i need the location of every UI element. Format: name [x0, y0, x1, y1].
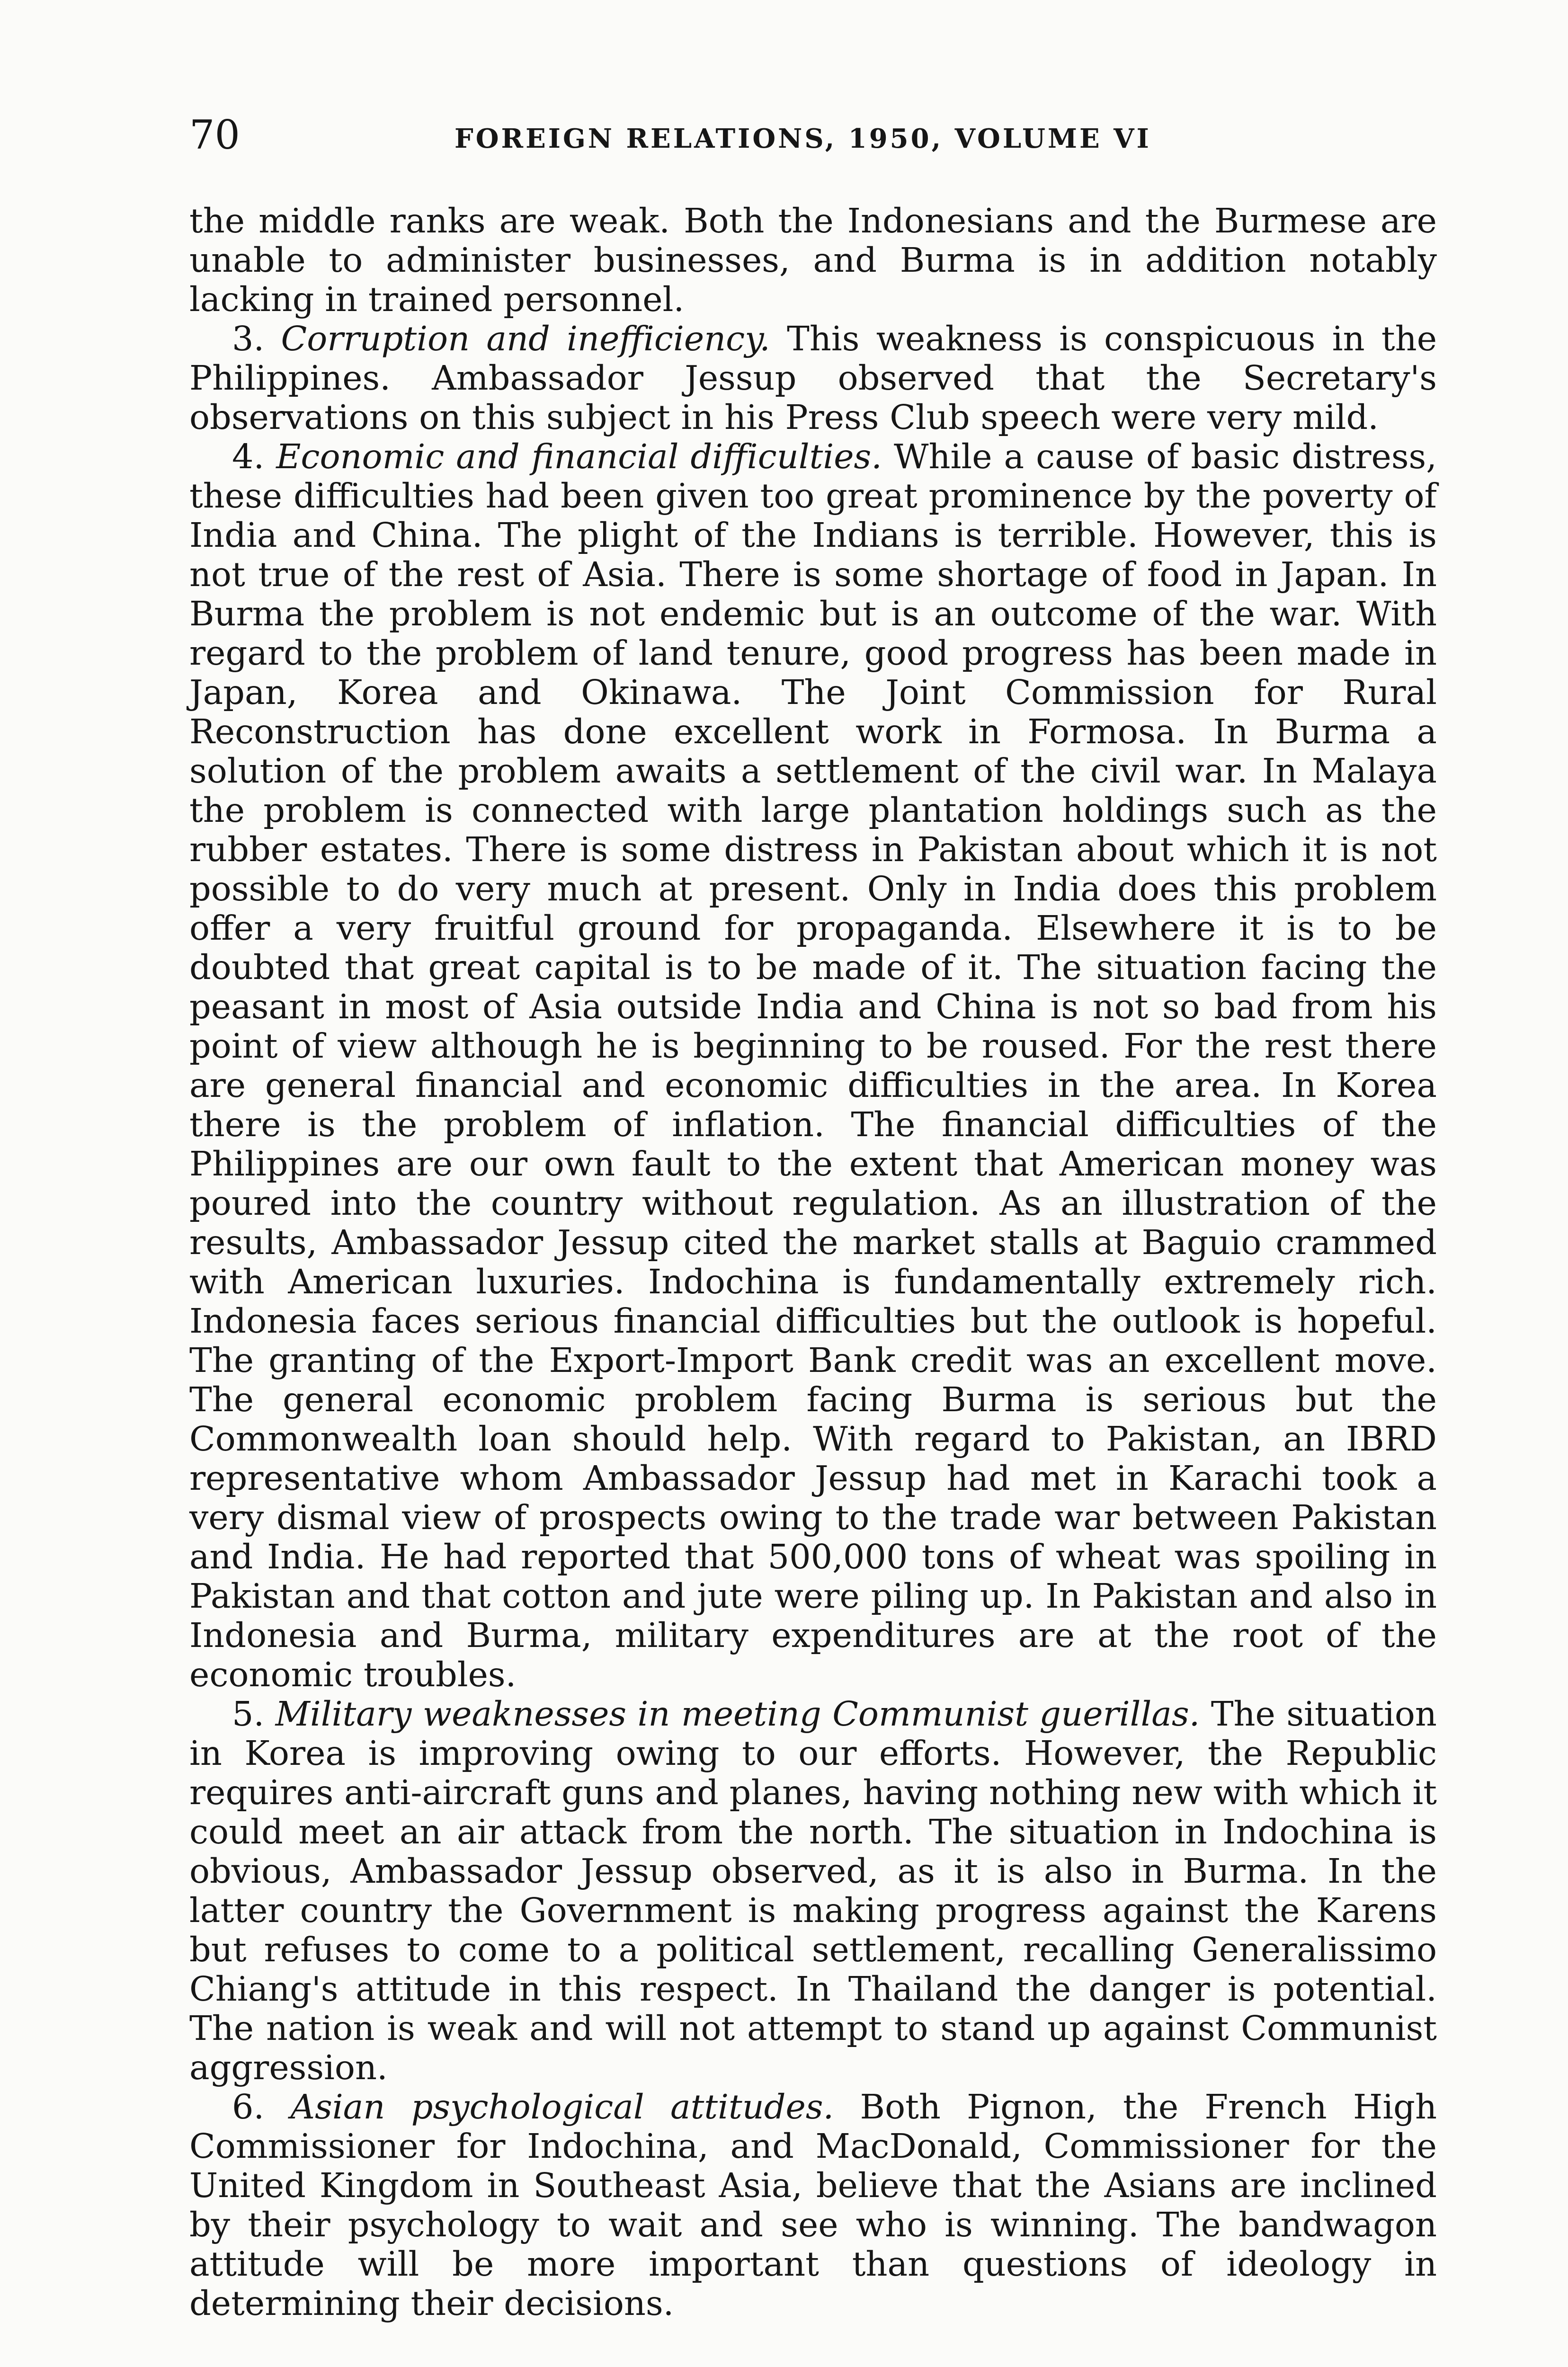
paragraph-heading: Military weaknesses in meeting Communist guerillas.	[275, 1694, 1200, 1734]
paragraph-military	[189, 1694, 1437, 2087]
page-number: 70	[189, 112, 240, 158]
paragraph-continuation	[189, 201, 1437, 319]
paragraph-number: 5.	[232, 1694, 265, 1734]
paragraph-heading: Corruption and inefficiency.	[281, 319, 770, 358]
paragraph-economic	[189, 437, 1437, 1694]
paragraph-heading: Economic and financial difficulties.	[276, 437, 882, 476]
paragraph-text: Both Pignon, the French High Commissioner for Indochina, and MacDonald, Commissioner for the United Kingdom in Southeast Asia, believe that the Asians are inclined by their psychology to wait and see who is winning. The bandwagon attitude will be more important than questions of ideology in determining their decisions.	[189, 2087, 1437, 2323]
paragraph-text: This weakness is conspicuous in the Philippines. Ambassador Jessup observed that the Secretary's observations on this subject in his Press Club speech were very mild.	[189, 319, 1437, 437]
running-head: FOREIGN RELATIONS, 1950, VOLUME VI	[454, 123, 1151, 154]
page-header	[189, 111, 1437, 178]
document-page	[189, 111, 1437, 2323]
paragraph-heading: Asian psychological attitudes.	[290, 2087, 834, 2127]
body-text	[189, 201, 1437, 2323]
paragraph-number: 4.	[232, 437, 265, 476]
paragraph-text: the middle ranks are weak. Both the Indonesians and the Burmese are unable to administer businesses, and Burma is in addition notably lacking in trained personnel.	[189, 201, 1437, 319]
paragraph-number: 6.	[232, 2087, 265, 2127]
paragraph-text: The situation in Korea is improving owing to our efforts. However, the Republic requires anti-aircraft guns and planes, having nothing new with which it could meet an air attack from the north. The situation in Indochina is obvious, Ambassador Jessup observed, as it is also in Burma. In the latter country the Government is making progress against the Karens but refuses to come to a political settlement, recalling Generalissimo Chiang's attitude in this respect. In Thailand the danger is potential. The nation is weak and will not attempt to stand up against Communist aggression.	[189, 1694, 1437, 2087]
paragraph-psychological	[189, 2087, 1437, 2323]
paragraph-number: 3.	[232, 319, 265, 358]
paragraph-text: While a cause of basic distress, these difficulties had been given too great prominence by the poverty of India and China. The plight of the Indians is terrible. However, this is not true of the rest of Asia. There is some shortage of food in Japan. In Burma the problem is not endemic but is an outcome of the war. With regard to the problem of land tenure, good progress has been made in Japan, Korea and Okinawa. The Joint Commission for Rural Reconstruction has done excellent work in Formosa. In Burma a solution of the problem awaits a settlement of the civil war. In Malaya the problem is connected with large plantation holdings such as the rubber estates. There is some distress in Pakistan about which it is not possible to do very much at present. Only in India does this problem offer a very fruitful ground for propaganda. Elsewhere it is to be doubted that great capital is to be made of it. The situation facing the peasant in most of Asia outside India and China is not so bad from his point of view although he is beginning to be roused. For the rest there are general financial and economic difficulties in the area. In Korea there is the problem of inflation. The financial difficulties of the Philippines are our own fault to the extent that American money was poured into the country without regulation. As an illustration of the results, Ambassador Jessup cited the market stalls at Baguio crammed with American luxuries. Indochina is fundamentally extremely rich. Indonesia faces serious financial difficulties but the outlook is hopeful. The granting of the Export-Import Bank credit was an excellent move. The general economic problem facing Burma is serious but the Commonwealth loan should help. With regard to Pakistan, an IBRD representative whom Ambassador Jessup had met in Karachi took a very dismal view of prospects owing to the trade war between Pakistan and India. He had reported that 500,000 tons of wheat was spoiling in Pakistan and that cotton and jute were piling up. In Pakistan and also in Indonesia and Burma, military expenditures are at the root of the economic troubles.	[189, 437, 1437, 1694]
paragraph-corruption	[189, 319, 1437, 437]
